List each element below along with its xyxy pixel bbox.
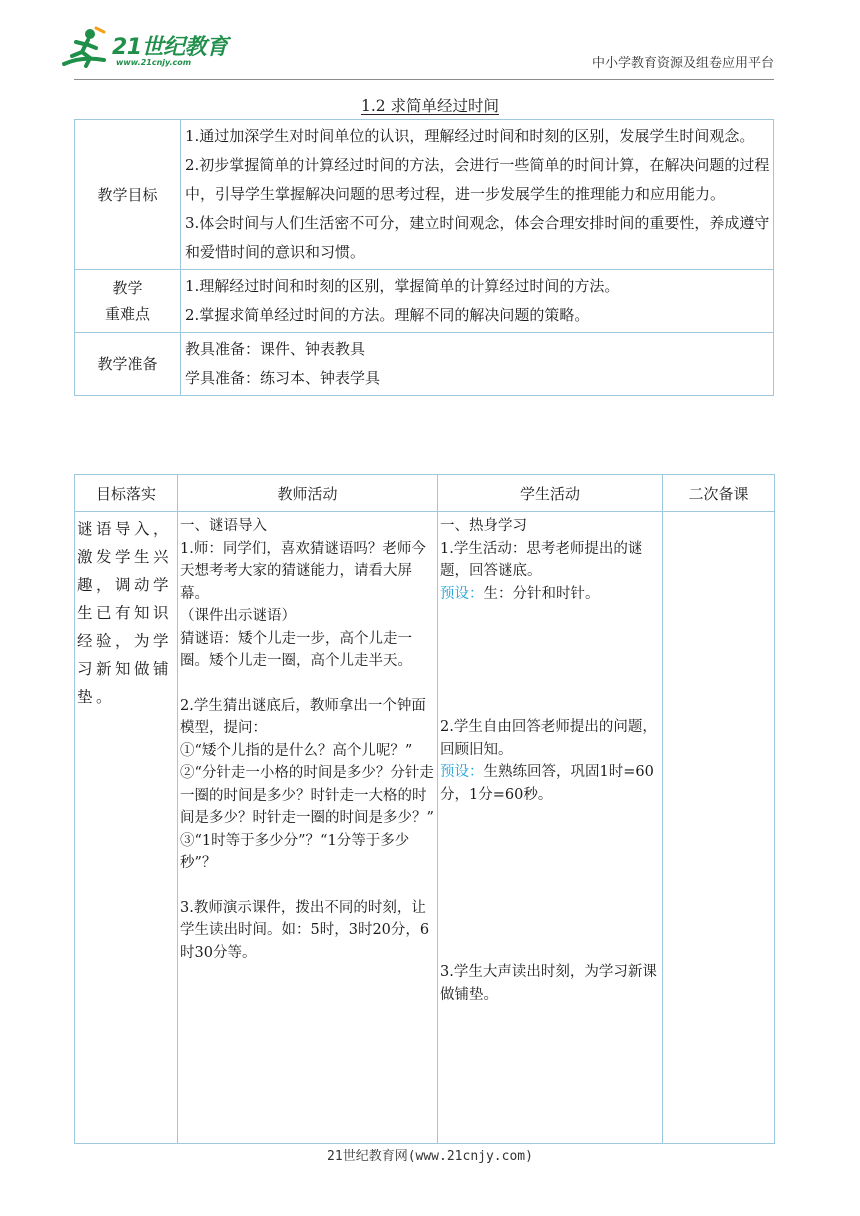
teacher-question: ①“矮个儿指的是什么？高个儿呢？” (180, 742, 413, 759)
teacher-step: 1.师：同学们，喜欢猜谜语吗？老师今天想考考大家的猜谜能力，请看大屏幕。 (180, 540, 426, 602)
key-point-item: 1.理解经过时间和时刻的区别，掌握简单的计算经过时间的方法。 (185, 277, 620, 295)
prep-content (181, 333, 774, 396)
goals-label: 教学目标 (75, 120, 181, 270)
teacher-step: 2.学生猜出谜底后，教师拿出一个钟面模型，提问： (180, 697, 426, 736)
key-points-content (181, 270, 774, 333)
teacher-step: 3.教师演示课件，拨出不同的时刻，让学生读出时间。如：5时，3时20分，6时30分等。 (180, 899, 430, 961)
platform-name: 中小学教育资源及组卷应用平台 (591, 56, 774, 71)
prep-item: 教具准备：课件、钟表教具 (185, 340, 366, 358)
prep-row (75, 333, 774, 396)
key-points-row (75, 270, 774, 333)
prep-item: 学具准备：练习本、钟表学具 (185, 369, 381, 387)
preset-label: 预设： (440, 764, 484, 780)
lesson-info-table (74, 119, 774, 396)
goals-content (181, 120, 774, 270)
runner-logo-icon (60, 26, 114, 72)
preset-label: 预设： (440, 585, 484, 602)
page-header (0, 0, 860, 90)
student-step: 1.学生活动：思考老师提出的谜题，回答谜底。 (440, 540, 643, 579)
col-header-student: 学生活动 (438, 475, 663, 512)
activity-row (75, 512, 775, 1144)
student-section-title: 一、热身学习 (440, 518, 527, 534)
teacher-section-title: 一、谜语导入 (180, 518, 267, 534)
goal-item: 1.通过加深学生对时间单位的认识，理解经过时间和时刻的区别，发展学生时间观念。 (185, 127, 755, 145)
activity-header-row (75, 475, 775, 512)
goal-cell: 谜语导入，激发学生兴趣，调动学生已有知识经验，为学习新知做铺垫。 (75, 512, 178, 1144)
teacher-question: ②“分针走一小格的时间是多少？分针走一圈的时间是多少？时针走一大格的时间是多少？时针走一圈的时间是多少？” (180, 765, 434, 826)
logo-text: 21世纪教育 (112, 35, 228, 60)
key-point-item: 2.掌握求简单经过时间的方法。理解不同的解决问题的策略。 (185, 306, 590, 324)
prep-label: 教学准备 (75, 333, 181, 396)
student-cell (438, 512, 663, 1144)
header-divider (74, 79, 774, 80)
lesson-title: 1.2 求简单经过时间 (360, 97, 500, 115)
col-header-notes: 二次备课 (663, 475, 775, 512)
key-points-label: 教学 重难点 (75, 270, 181, 333)
student-preset: 预设：生熟练回答，巩固1时=60分，1分=60秒。 (440, 764, 654, 803)
student-preset: 预设：生：分针和时针。 (440, 585, 600, 602)
teacher-question: ③“1时等于多少分”？“1分等于多少秒”？ (180, 832, 410, 871)
activity-table (74, 474, 775, 1144)
student-step: 3.学生大声读出时刻，为学习新课做铺垫。 (440, 964, 657, 1003)
logo (60, 26, 235, 76)
teacher-riddle: 猜谜语：矮个儿走一步，高个儿走一圈。矮个儿走一圈，高个儿走半天。 (180, 630, 412, 669)
col-header-teacher: 教师活动 (178, 475, 438, 512)
goals-row (75, 120, 774, 270)
teacher-cell (178, 512, 438, 1144)
page-footer: 21世纪教育网(www.21cnjy.com) (327, 1149, 533, 1164)
logo-url: www.21cnjy.com (116, 58, 192, 67)
notes-cell (663, 512, 775, 1144)
goal-item: 2.初步掌握简单的计算经过时间的方法，会进行一些简单的时间计算，在解决问题的过程中，引导学生掌握解决问题的思考过程，进一步发展学生的推理能力和应用能力。 (185, 156, 770, 203)
goal-item: 3.体会时间与人们生活密不可分，建立时间观念，体会合理安排时间的重要性，养成遵守和爱惜时间的意识和习惯。 (185, 214, 770, 261)
student-step: 2.学生自由回答老师提出的问题，回顾旧知。 (440, 719, 657, 758)
teacher-note: （课件出示谜语） (180, 608, 296, 624)
col-header-goal: 目标落实 (75, 475, 178, 512)
